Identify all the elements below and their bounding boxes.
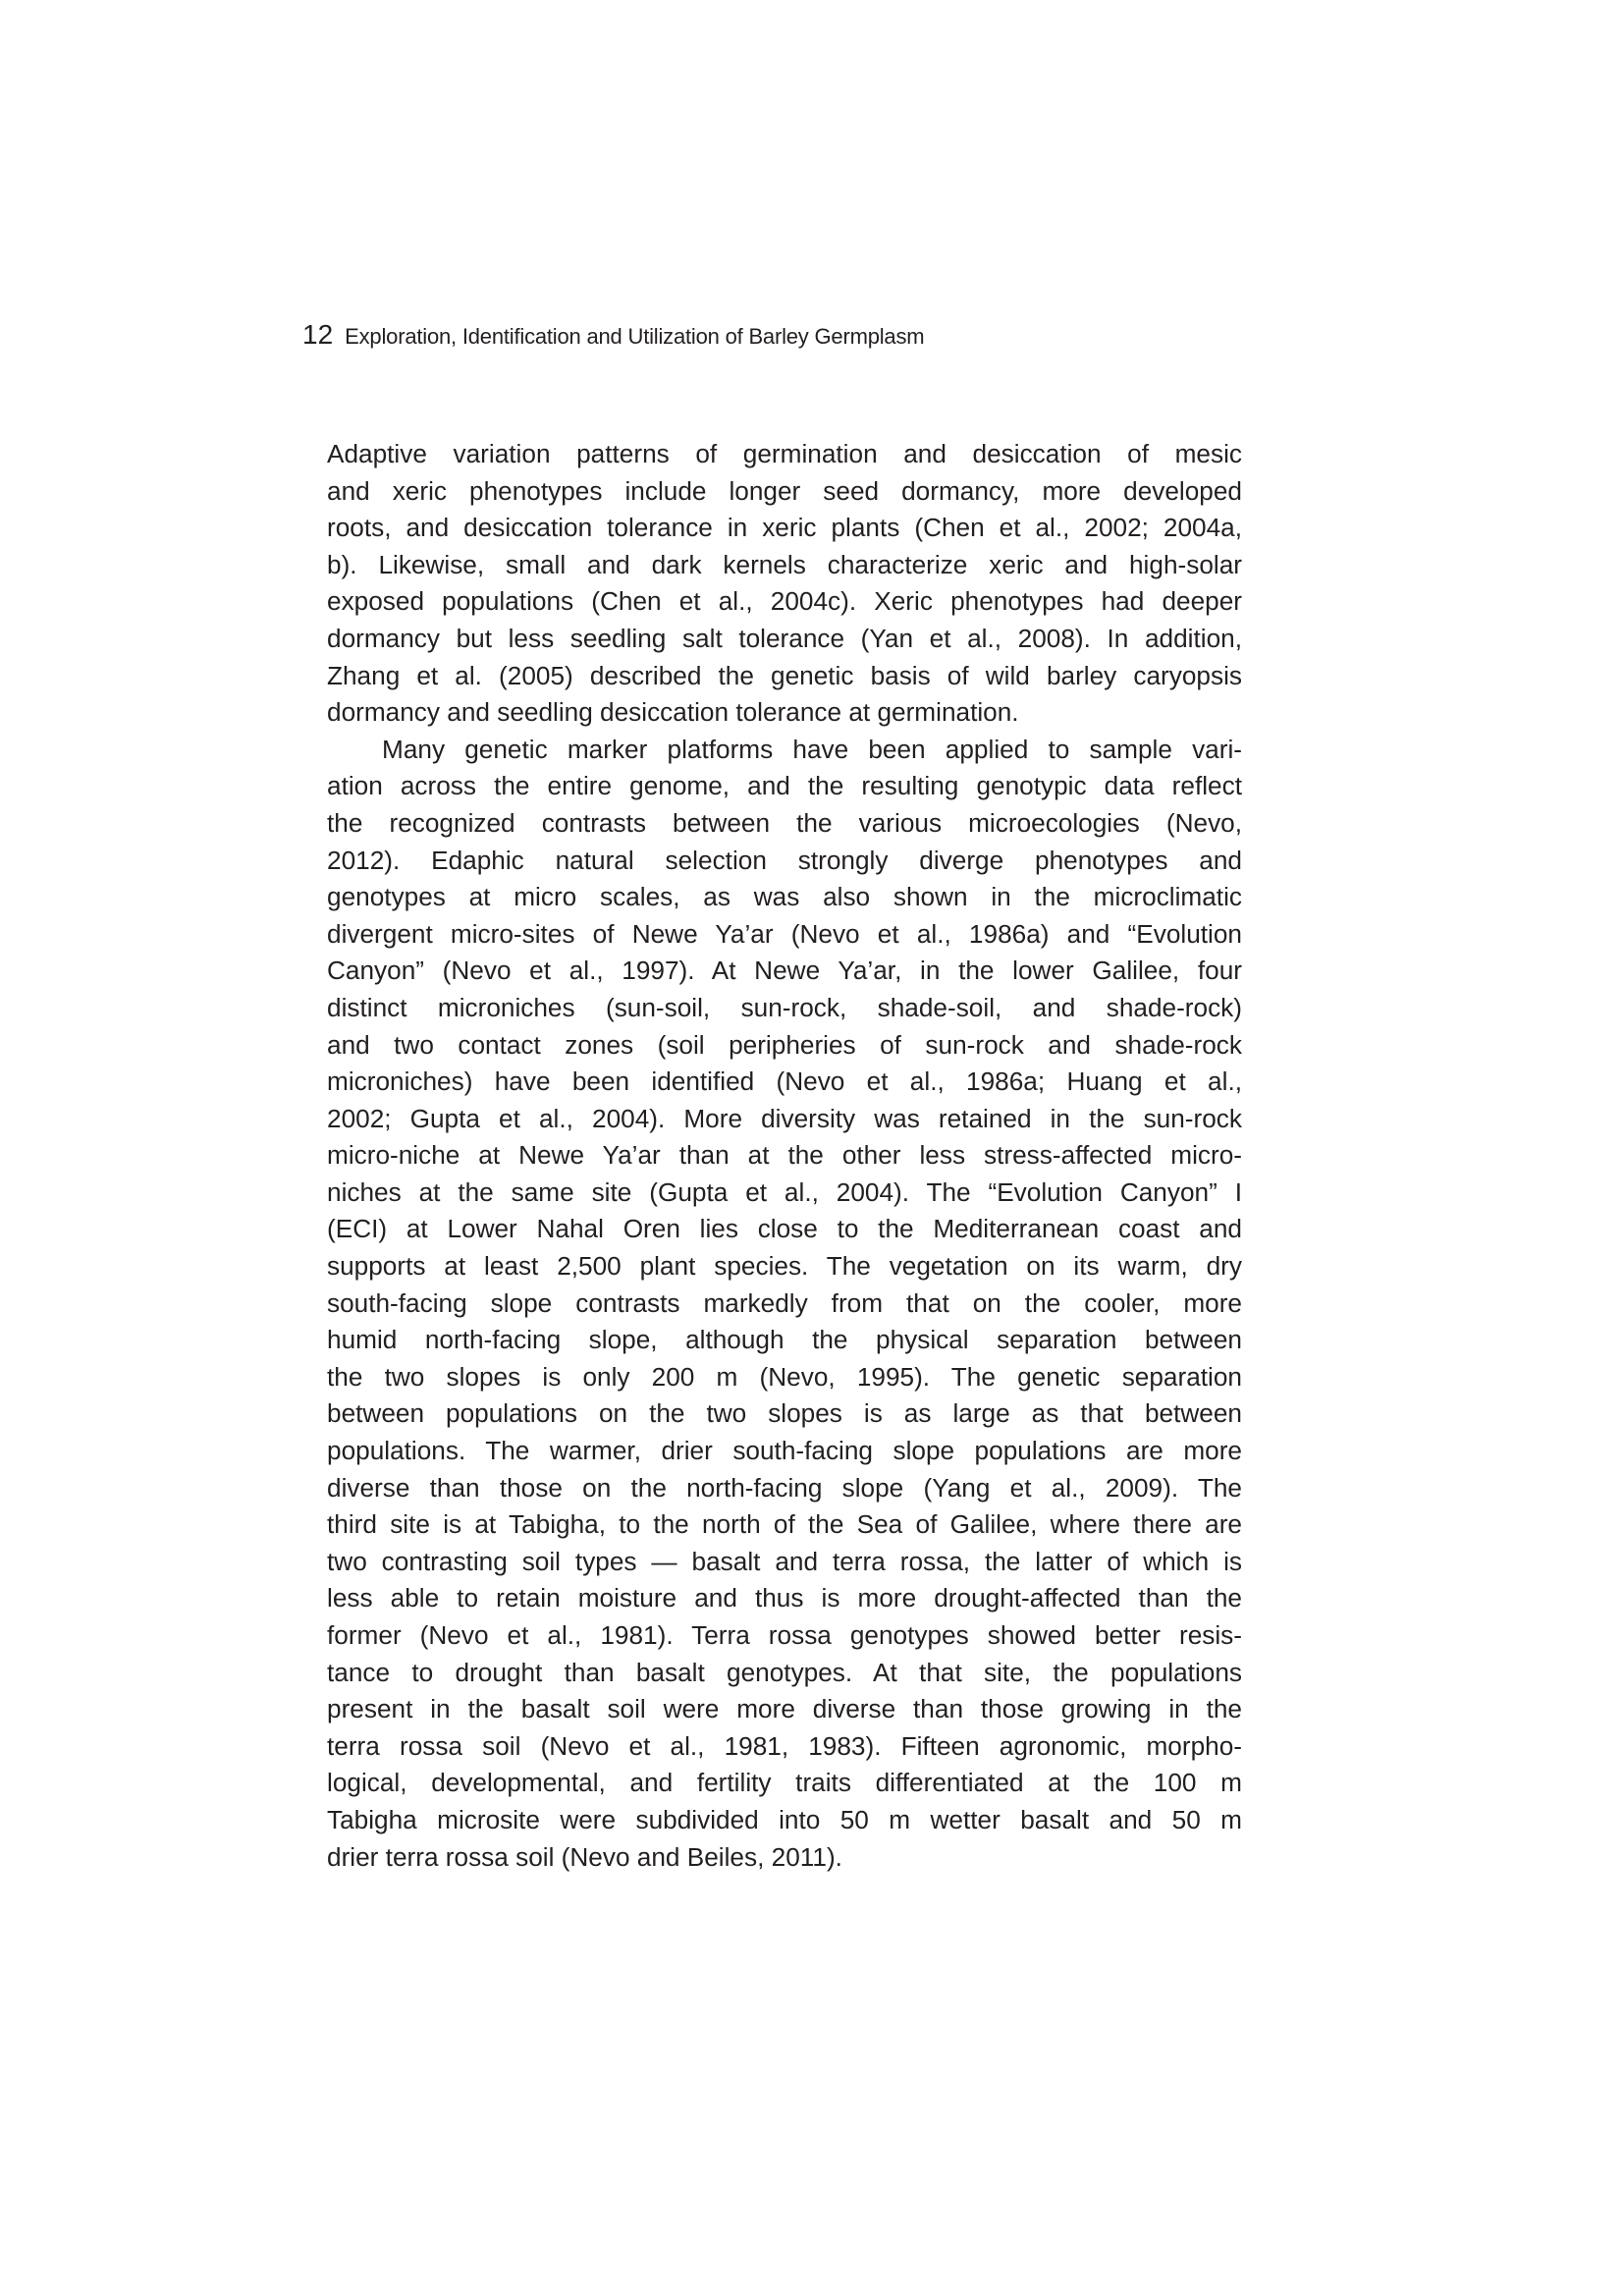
text-line: microniches) have been identified (Nevo et al., 1986a; Huang et al., xyxy=(327,1066,1242,1097)
text-line: diverse than those on the north-facing slope (Yang et al., 2009). The xyxy=(327,1472,1242,1503)
page-number: 12 xyxy=(302,319,334,350)
text-line: Adaptive variation patterns of germination and desiccation of mesic xyxy=(327,439,1242,468)
text-line: supports at least 2,500 plant species. The vegetation on its warm, dry xyxy=(327,1251,1242,1282)
running-head xyxy=(302,320,924,352)
text-line: former (Nevo et al., 1981). Terra rossa genotypes showed better resis- xyxy=(327,1620,1242,1650)
text-line: tance to drought than basalt genotypes. At that site, the populations xyxy=(327,1657,1242,1687)
text-line: terra rossa soil (Nevo et al., 1981, 1983). Fifteen agronomic, morpho- xyxy=(327,1730,1242,1761)
text-line: and two contact zones (soil peripheries of sun-rock and shade-rock xyxy=(327,1029,1242,1060)
text-line: 2002; Gupta et al., 2004). More diversity was retained in the sun-rock xyxy=(327,1103,1242,1133)
text-line: exposed populations (Chen et al., 2004c). Xeric phenotypes had deeper xyxy=(327,586,1242,617)
text-line: genotypes at micro scales, as was also shown in the microclimatic xyxy=(327,882,1242,912)
text-line: two contrasting soil types — basalt and terra rossa, the latter of which is xyxy=(327,1546,1242,1576)
text-line: between populations on the two slopes is as large as that between xyxy=(327,1398,1242,1429)
text-line: third site is at Tabigha, to the north of the Sea of Galilee, where there are xyxy=(327,1509,1242,1540)
body-text xyxy=(327,436,1242,1876)
text-line: the two slopes is only 200 m (Nevo, 1995). The genetic separation xyxy=(327,1361,1242,1392)
text-line: populations. The warmer, drier south-facing slope populations are more xyxy=(327,1436,1242,1466)
text-line: (ECI) at Lower Nahal Oren lies close to the Mediterranean coast and xyxy=(327,1214,1242,1244)
text-line: Many genetic marker platforms have been applied to sample vari- xyxy=(382,734,1242,764)
text-line: less able to retain moisture and thus is more drought-affected than the xyxy=(327,1583,1242,1613)
text-line: humid north-facing slope, although the physical separation between xyxy=(327,1325,1242,1355)
text-line: ation across the entire genome, and the resulting genotypic data reflect xyxy=(327,771,1242,801)
text-line: Tabigha microsite were subdivided into 50 m wetter basalt and 50 m xyxy=(327,1804,1242,1834)
paragraph-adaptive-variation xyxy=(327,436,1242,732)
text-line: present in the basalt soil were more diverse than those growing in the xyxy=(327,1694,1242,1724)
text-line: dormancy but less seedling salt tolerance (Yan et al., 2008). In addition, xyxy=(327,623,1242,653)
running-title: Exploration, Identification and Utilization of Barley Germplasm xyxy=(345,324,925,349)
text-line: dormancy and seedling desiccation tolerance at germination. xyxy=(327,697,1019,728)
text-line: logical, developmental, and fertility traits differentiated at the 100 m xyxy=(327,1768,1242,1798)
text-line: south-facing slope contrasts markedly from that on the cooler, more xyxy=(327,1287,1242,1318)
text-line: niches at the same site (Gupta et al., 2004). The “Evolution Canyon” I xyxy=(327,1176,1242,1207)
text-line: 2012). Edaphic natural selection strongly diverge phenotypes and xyxy=(327,845,1242,875)
text-line: and xeric phenotypes include longer seed dormancy, more developed xyxy=(327,475,1242,506)
text-line: the recognized contrasts between the various microecologies (Nevo, xyxy=(327,807,1242,838)
text-line: divergent micro-sites of Newe Ya’ar (Nevo et al., 1986a) and “Evolution xyxy=(327,918,1242,949)
text-line: roots, and desiccation tolerance in xeric plants (Chen et al., 2002; 2004a, xyxy=(327,513,1242,543)
text-line: b). Likewise, small and dark kernels characterize xeric and high-solar xyxy=(327,549,1242,579)
text-line: micro-niche at Newe Ya’ar than at the other less stress-affected micro- xyxy=(327,1140,1242,1171)
text-line: distinct microniches (sun-soil, sun-rock, shade-soil, and shade-rock) xyxy=(327,992,1242,1022)
paragraph-genetic-markers xyxy=(327,732,1242,1876)
text-line: Canyon” (Nevo et al., 1997). At Newe Ya’ar, in the lower Galilee, four xyxy=(327,956,1242,986)
text-line: drier terra rossa soil (Nevo and Beiles, 2011). xyxy=(327,1841,842,1872)
text-line: Zhang et al. (2005) described the genetic basis of wild barley caryopsis xyxy=(327,660,1242,690)
